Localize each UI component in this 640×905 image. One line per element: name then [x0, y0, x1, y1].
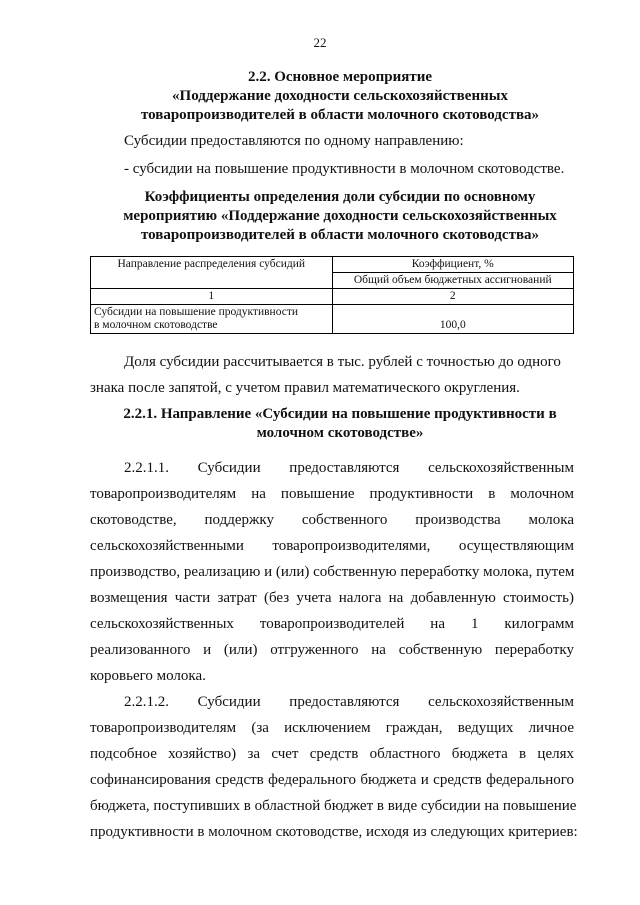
paragraph-line: сельскохозяйственными товаропроизводителями, осуществляющим — [90, 538, 574, 554]
paragraph-line: товаропроизводителям (за исключением граждан, ведущих личное — [90, 720, 574, 736]
rounding-text-line: Доля субсидии рассчитывается в тыс. рублей с точностью до одного — [124, 354, 561, 370]
intro-text: Субсидии предоставляются по одному направлению: — [124, 133, 464, 149]
paragraph-line: софинансирования средств федерального бюджета и средств федерального — [90, 772, 574, 788]
section-heading-line: товаропроизводителей в области молочного скотоводства» — [140, 107, 540, 123]
subsection-heading-line: 2.2.1. Направление «Субсидии на повышение продуктивности в — [123, 406, 557, 422]
coefficients-title-line: товаропроизводителей в области молочного скотоводства» — [140, 227, 540, 243]
coefficients-title — [100, 188, 580, 245]
table-row — [91, 305, 574, 334]
paragraph-line: 2.2.1.1. Субсидии предоставляются сельскохозяйственным — [124, 460, 574, 476]
section-heading-line: «Поддержание доходности сельскохозяйственных — [172, 88, 508, 104]
paragraph-line: производство, реализацию и (или) собственную переработку молока, путем — [90, 564, 575, 580]
paragraph-line: скотоводстве, поддержку собственного производства молока — [90, 512, 574, 528]
page-number: 22 — [313, 35, 327, 50]
header-direction: Направление распределения субсидий — [91, 257, 333, 289]
row-label-line: в молочном скотоводстве — [94, 319, 218, 331]
paragraph-2-2-1-1 — [90, 455, 574, 689]
rounding-text-line: знака после запятой, с учетом правил математического округления. — [90, 380, 520, 396]
paragraph-line: бюджета, поступивших в областной бюджет в виде субсидии на повышение — [90, 798, 577, 814]
row-value: 100,0 — [332, 305, 574, 334]
coefficients-table — [90, 256, 574, 334]
paragraph-line: коровьего молока. — [90, 668, 206, 684]
paragraph-line: возмещения части затрат (без учета налога на добавленную стоимость) — [90, 590, 574, 606]
paragraph-line: 2.2.1.2. Субсидии предоставляются сельскохозяйственным — [124, 694, 574, 710]
subsection-heading — [100, 405, 580, 443]
column-number-2: 2 — [332, 289, 574, 305]
section-heading — [100, 68, 580, 125]
coefficients-title-line: Коэффициенты определения доли субсидии по основному — [144, 189, 536, 205]
paragraph-line: товаропроизводителям на повышение продуктивности в молочном — [90, 486, 574, 502]
subsection-heading-line: молочном скотоводстве» — [256, 425, 424, 441]
row-label — [91, 305, 333, 334]
header-budget-volume: Общий объем бюджетных ассигнований — [332, 273, 574, 289]
table-header-row — [91, 257, 574, 273]
paragraph-line: подсобное хозяйство) за счет средств областного бюджета в целях — [90, 746, 574, 762]
direction-item: - субсидии на повышение продуктивности в молочном скотоводстве. — [124, 161, 565, 177]
row-label-line: Субсидии на повышение продуктивности — [94, 306, 299, 318]
section-heading-line: 2.2. Основное мероприятие — [247, 69, 433, 85]
table-number-row — [91, 289, 574, 305]
paragraph-line: реализованного и (или) отгруженного на собственную переработку — [90, 642, 574, 658]
coefficients-title-line: мероприятию «Поддержание доходности сельскохозяйственных — [123, 208, 557, 224]
header-coefficient: Коэффициент, % — [332, 257, 574, 273]
column-number-1: 1 — [91, 289, 333, 305]
paragraph-line: продуктивности в молочном скотоводстве, исходя из следующих критериев: — [90, 824, 578, 840]
paragraph-line: сельскохозяйственных товаропроизводителей на 1 килограмм — [90, 616, 574, 632]
paragraph-2-2-1-2 — [90, 689, 578, 845]
